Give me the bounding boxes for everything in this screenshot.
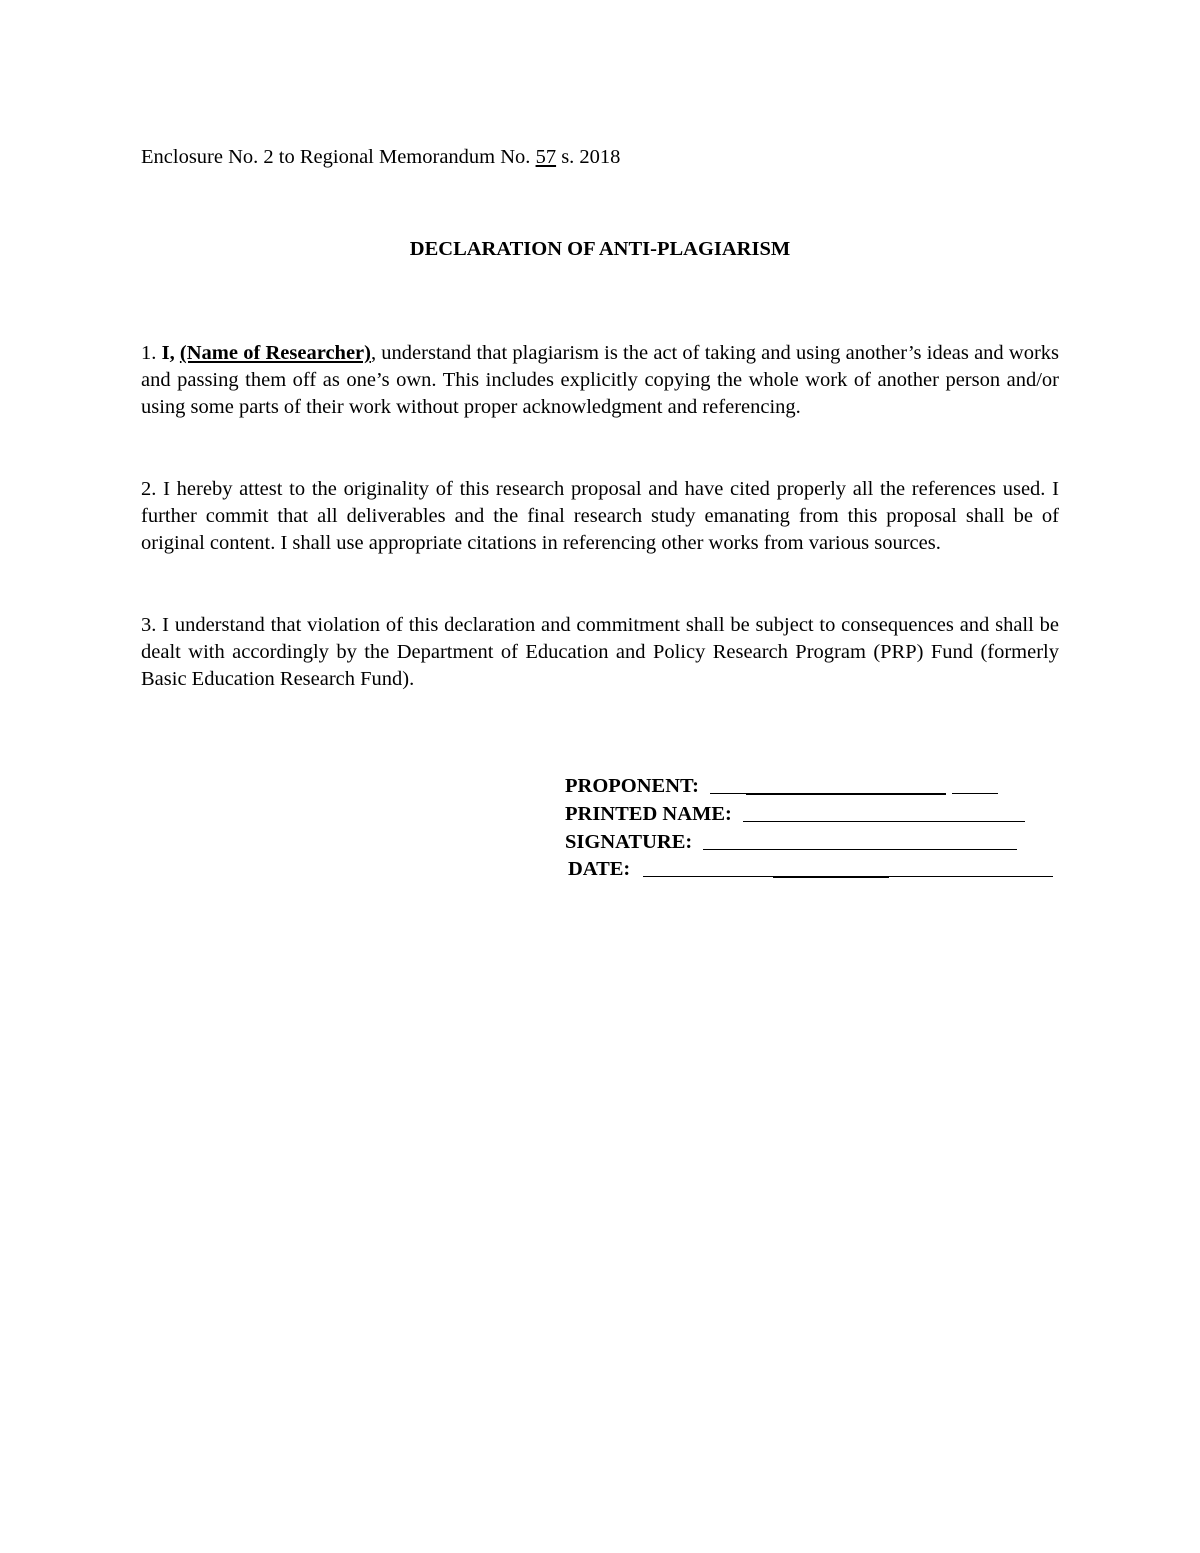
- proponent-line-mid[interactable]: [746, 773, 946, 795]
- document-title: DECLARATION OF ANTI-PLAGIARISM: [409, 238, 791, 260]
- date-row: [568, 856, 1053, 883]
- enclosure-line: [141, 144, 620, 170]
- paragraph-3: 3. I understand that violation of this declaration and commitment shall be subject to consequences and shall be dealt with accordingly by the Department of Education and Policy Research Program (PRP) Fund (formerly Basic Education Research Fund).: [141, 614, 1059, 691]
- paragraph-1: [141, 340, 1059, 422]
- paragraph-1-text: , understand that plagiarism is the act of taking and using another’s ideas and works and passing them off as one’s own. This includes explicitly copying the whole work of another person and/or using some parts of their work without proper acknowledgment and referencing.: [141, 342, 1060, 419]
- date-label: DATE:: [568, 858, 631, 880]
- date-line-mid[interactable]: [773, 856, 889, 878]
- printed-name-row: [565, 801, 1025, 828]
- enclosure-prefix: Enclosure No. 2 to Regional Memorandum No.: [141, 146, 531, 168]
- proponent-row: [565, 773, 998, 800]
- date-line-end[interactable]: [889, 856, 1053, 877]
- date-line-start[interactable]: [643, 856, 773, 877]
- signature-label: SIGNATURE:: [565, 831, 693, 853]
- printed-name-label: PRINTED NAME:: [565, 803, 732, 825]
- enclosure-suffix: s. 2018: [561, 146, 621, 168]
- memo-number: 57: [535, 146, 557, 168]
- proponent-line[interactable]: [710, 773, 746, 794]
- proponent-line-end[interactable]: [952, 773, 998, 794]
- paragraph-1-number: 1.: [141, 342, 157, 364]
- printed-name-line[interactable]: [743, 801, 1025, 822]
- paragraph-2: 2. I hereby attest to the originality of this research proposal and have cited properly all the references used. I further commit that all deliverables and the final research study emanating from this proposal shall be of original content. I shall use appropriate citations in referencing other works from various sources.: [141, 478, 1059, 555]
- researcher-name-placeholder: (Name of Researcher): [179, 342, 371, 364]
- signature-row: [565, 829, 1017, 856]
- proponent-label: PROPONENT:: [565, 775, 700, 797]
- paragraph-1-i-label: I,: [161, 342, 175, 364]
- signature-line[interactable]: [703, 829, 1017, 850]
